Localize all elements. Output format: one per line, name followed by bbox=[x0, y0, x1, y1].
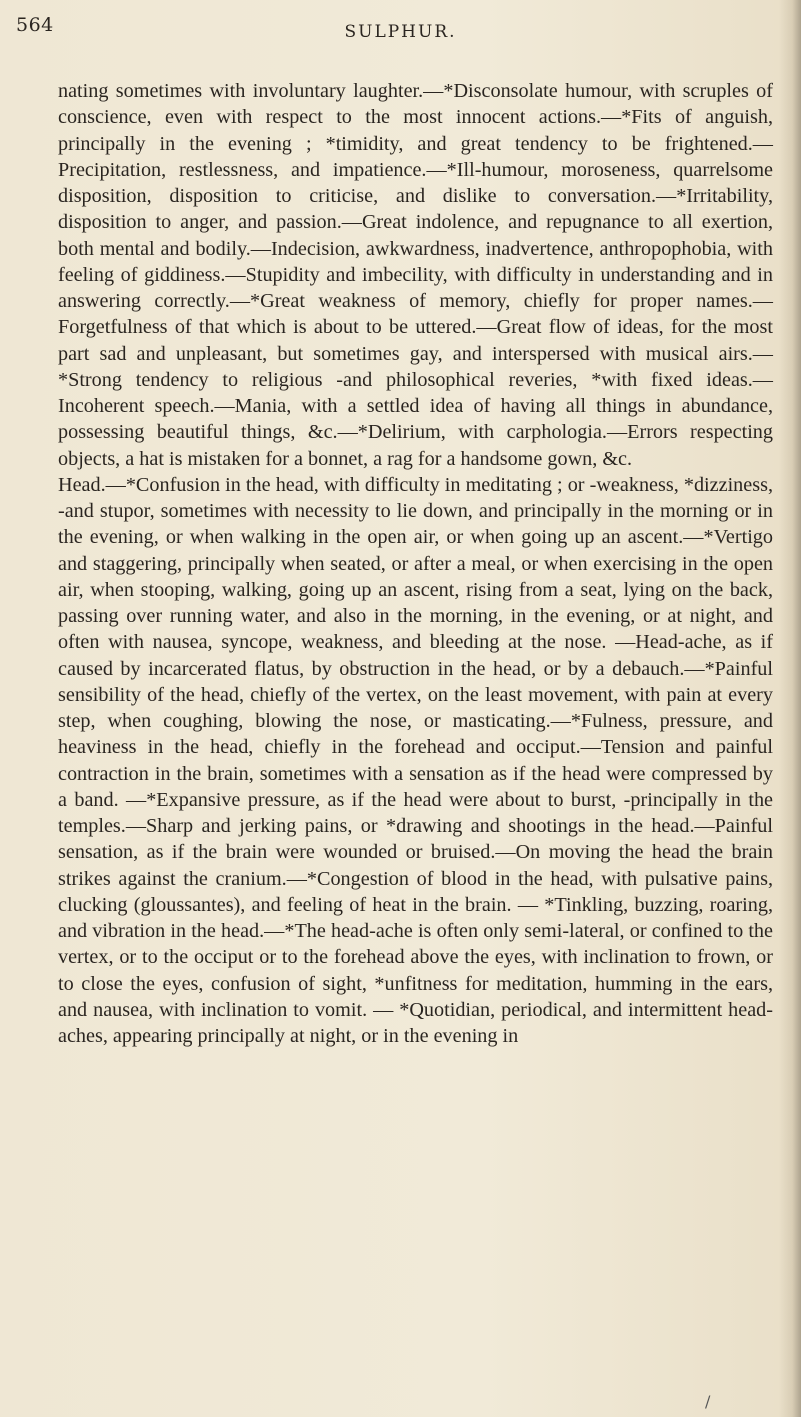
page-number: 564 bbox=[16, 14, 54, 36]
body-text bbox=[58, 78, 773, 1049]
running-head: SULPHUR. bbox=[344, 22, 457, 42]
page-spine-shadow bbox=[779, 0, 801, 1417]
stray-mark: / bbox=[705, 1392, 711, 1411]
paragraph-head-symptoms: Head.—*Confusion in the head, with difficulty in meditating ; or -weakness, *dizziness, -and stupor, sometimes with necessity to lie down, and principally in the morning or in the evening, or when walking in the open air, or when going up an ascent.—*Vertigo and staggering, principally when seated, or after a meal, or when exercising in the open air, when stooping, walking, going up an ascent, rising from a seat, lying on the back, passing over running water, and also in the morning, in the evening, or at night, and often with nausea, syncope, weakness, and bleeding at the nose. —Head-ache, as if caused by incarcerated flatus, by obstruction in the head, or by a debauch.—*Painful sensibility of the head, chiefly of the vertex, on the least movement, with pain at every step, when coughing, blowing the nose, or masticating.—*Fulness, pressure, and heaviness in the head, chiefly in the forehead and occiput.—Tension and painful contraction in the brain, sometimes with a sensation as if the head were compressed by a band. —*Expansive pressure, as if the head were about to burst, -principally in the temples.—Sharp and jerking pains, or *drawing and shootings in the head.—Painful sensation, as if the brain were wounded or bruised.—On moving the head the brain strikes against the cranium.—*Congestion of blood in the head, with pulsative pains, clucking (gloussantes), and feeling of heat in the brain. — *Tinkling, buzzing, roaring, and vibration in the head.—*The head-ache is often only semi-lateral, or confined to the vertex, or to the occiput or to the forehead above the eyes, with inclination to frown, or to close the eyes, confusion of sight, *unfitness for meditation, humming in the ears, and nausea, with inclination to vomit. — *Quotidian, periodical, and intermittent head-aches, appearing principally at night, or in the evening in bbox=[58, 473, 773, 1047]
paragraph-mental-symptoms: nating sometimes with involuntary laughter.—*Disconsolate humour, with scruples of conscience, even with respect to the most innocent actions.—*Fits of anguish, principally in the evening ; *timidity, and great tendency to be frightened.—Precipitation, restlessness, and impatience.—*Ill-humour, moroseness, quarrelsome disposition, disposition to criticise, and dislike to conversation.—*Irritability, disposition to anger, and passion.—Great indolence, and repugnance to all exertion, both mental and bodily.—Indecision, awkwardness, inadvertence, anthropophobia, with feeling of giddiness.—Stupidity and imbecility, with difficulty in understanding and in answering correctly.—*Great weakness of memory, chiefly for proper names.—Forgetfulness of that which is about to be uttered.—Great flow of ideas, for the most part sad and unpleasant, but sometimes gay, and interspersed with musical airs.—*Strong tendency to religious -and philosophical reveries, *with fixed ideas.—Incoherent speech.—Mania, with a settled idea of having all things in abundance, possessing beautiful things, &c.—*Delirium, with carphologia.—Errors respecting objects, a hat is mistaken for a bonnet, a rag for a handsome gown, &c. bbox=[58, 80, 773, 470]
